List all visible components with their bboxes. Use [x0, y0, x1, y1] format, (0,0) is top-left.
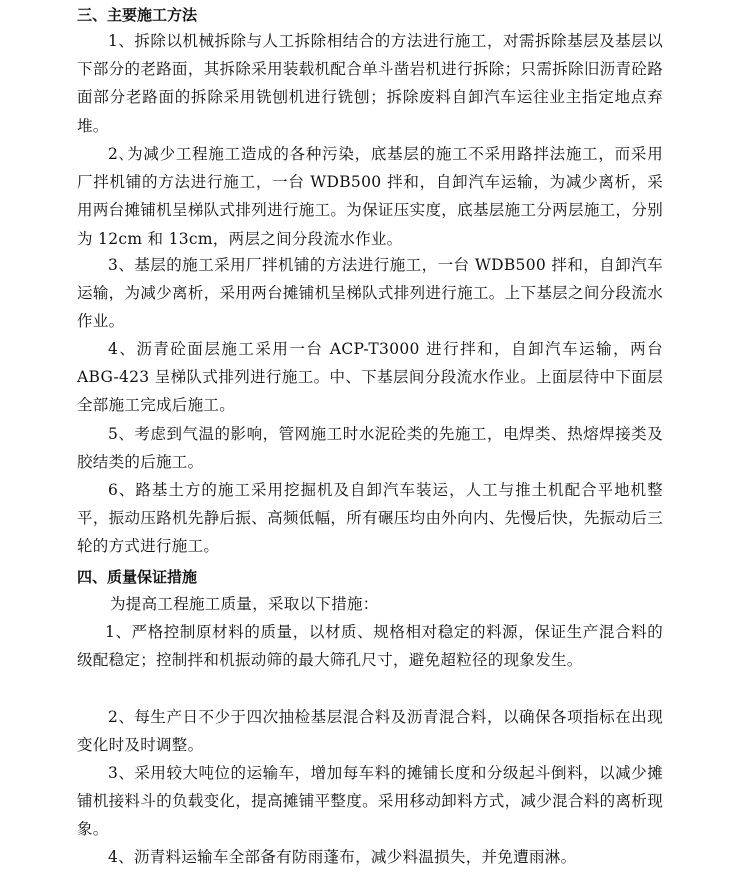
quality-intro: 为提高工程施工质量，采取以下措施： [110, 595, 379, 613]
quality-paragraph-2: 2、每生产日不少于四次抽检基层混合料及沥青混合料，以确保各项指标在出现变化时及时调整。 [77, 708, 663, 755]
section-heading-construction-methods: 三、主要施工方法 [77, 6, 198, 24]
section-heading-quality-assurance: 四、质量保证措施 [77, 568, 198, 586]
method-paragraph-6: 6、路基土方的施工采用挖掘机及自卸汽车装运，人工与推土机配合平地机整平，振动压路机先静后振、高频低幅，所有碾压均由外向内、先慢后快，先振动后三轮的方式进行施工。 [77, 481, 663, 556]
method-paragraph-3: 3、基层的施工采用厂拌机铺的方法进行施工，一台 WDB500 拌和，自卸汽车运输，为减少离析，采用两台摊铺机呈梯队式排列进行施工。上下基层之间分段流水作业。 [77, 256, 663, 331]
quality-paragraph-4: 4、沥青料运输车全部备有防雨蓬布，减少料温损失，并免遭雨淋。 [108, 848, 577, 866]
quality-paragraph-1: 1、严格控制原材料的质量，以材质、规格相对稳定的料源，保证生产混合料的级配稳定；控制拌和机振动筛的最大筛孔尺寸，避免超粒径的现象发生。 [77, 623, 663, 670]
method-paragraph-2: 2､为减少工程施工造成的各种污染，底基层的施工不采用路拌法施工，而采用厂拌机铺的方法进行施工，一台 WDB500 拌和，自卸汽车运输，为减少离析，采用两台摊铺机呈梯队式排列进行施工。为保证压实度，底基层施工分两层施工，分别为 12cm 和 13cm，两层之间分段流水作业。 [77, 145, 663, 248]
method-paragraph-5: 5、考虑到气温的影响，管网施工时水泥砼类的先施工，电焊类、热熔焊接类及胶结类的后施工。 [77, 425, 663, 472]
quality-paragraph-3: 3、采用较大吨位的运输车，增加每车料的摊铺长度和分级起斗倒料，以减少摊铺机接料斗的负载变化，提高摊铺平整度。采用移动卸料方式，减少混合料的离析现象。 [77, 764, 663, 839]
method-paragraph-1: 1、拆除以机械拆除与人工拆除相结合的方法进行施工，对需拆除基层及基层以下部分的老路面，其拆除采用装载机配合单斗凿岩机进行拆除；只需拆除旧沥青砼路面部分老路面的拆除采用铣刨机进行铣刨；拆除废料自卸汽车运往业主指定地点弃堆。 [77, 32, 663, 135]
method-paragraph-4: 4、沥青砼面层施工采用一台 ACP-T3000 进行拌和，自卸汽车运输，两台 ABG-423 呈梯队式排列进行施工。中、下基层间分段流水作业。上面层待中下面层全部施工完成后施工。 [77, 340, 663, 415]
